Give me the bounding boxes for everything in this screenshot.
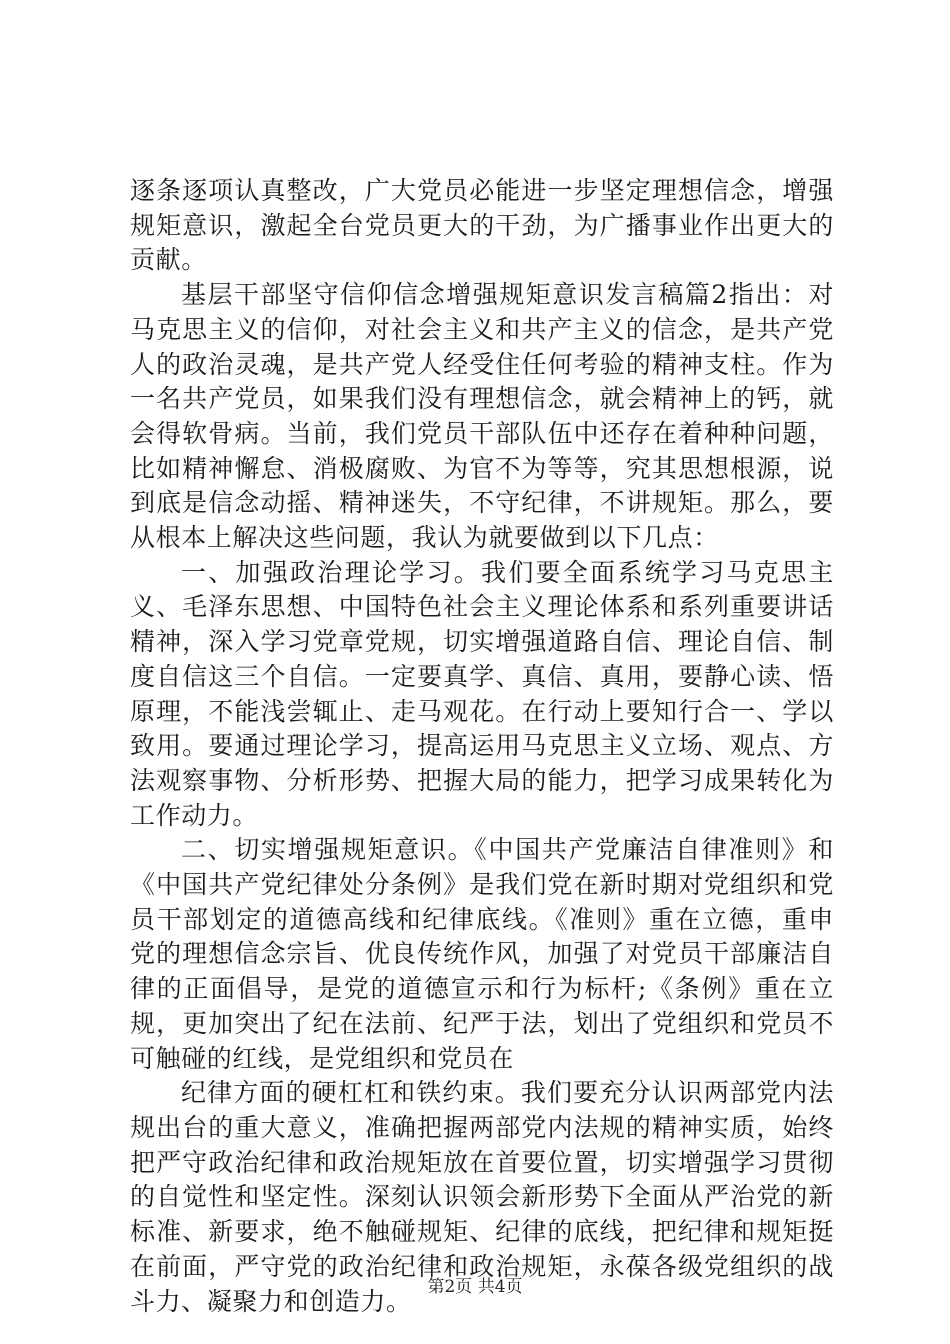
document-body xyxy=(130,174,834,1319)
paragraph-point-two: 二、切实增强规矩意识。《中国共产党廉洁自律准则》和《中国共产党纪律处分条例》是我们党在新时期对党组织和党员干部划定的道德高线和纪律底线。《准则》重在立德，重申党的理想信念宗旨、优良传统作风，加强了对党员干部廉洁自律的正面倡导，是党的道德宣示和行为标杆;《条例》重在立规，更加突出了纪在法前、纪严于法，划出了党组织和党员不可触碰的红线，是党组织和党员在 xyxy=(130,835,834,1073)
page-number-footer: 第2页 共4页 xyxy=(427,1277,523,1297)
paragraph-point-one: 一、加强政治理论学习。我们要全面系统学习马克思主义、毛泽东思想、中国特色社会主义理论体系和系列重要讲话精神，深入学习党章党规，切实增强道路自信、理论自信、制度自信这三个自信。一定要真学、真信、真用，要静心读、悟原理，不能浅尝辄止、走马观花。在行动上要知行合一、学以致用。要通过理论学习，提高运用马克思主义立场、观点、方法观察事物、分析形势、把握大局的能力，把学习成果转化为工作动力。 xyxy=(130,557,834,830)
paragraph-continuation: 逐条逐项认真整改，广大党员必能进一步坚定理想信念，增强规矩意识，激起全台党员更大的干劲，为广播事业作出更大的贡献。 xyxy=(130,176,834,275)
paragraph-speech-intro: 基层干部坚守信仰信念增强规矩意识发言稿篇2指出：对马克思主义的信仰，对社会主义和共产主义的信念，是共产党人的政治灵魂，是共产党人经受住任何考验的精神支柱。作为一名共产党员，如果我们没有理想信念，就会精神上的钙，就会得软骨病。当前，我们党员干部队伍中还存在着种种问题，比如精神懈怠、消极腐败、为官不为等等，究其思想根源，说到底是信念动摇、精神迷失，不守纪律，不讲规矩。那么，要从根本上解决这些问题，我认为就要做到以下几点： xyxy=(130,280,834,553)
paragraph-point-two-continued: 纪律方面的硬杠杠和铁约束。我们要充分认识两部党内法规出台的重大意义，准确把握两部党内法规的精神实质，始终把严守政治纪律和政治规矩放在首要位置，切实增强学习贯彻的自觉性和坚定性。深刻认识领会新形势下全面从严治党的新标准、新要求，绝不触碰规矩、纪律的底线，把纪律和规矩挺在前面，严守党的政治纪律和政治规矩，永葆各级党组织的战斗力、凝聚力和创造力。 xyxy=(130,1078,834,1316)
